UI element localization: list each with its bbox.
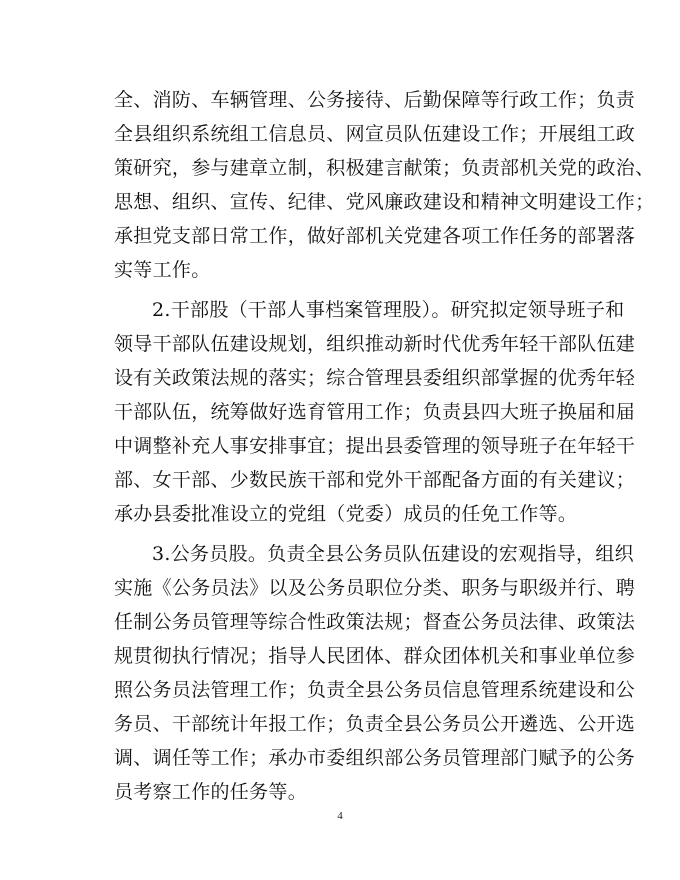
text-line: 策研究，参与建章立制，积极建言献策；负责部机关党的政治、 [114, 157, 655, 179]
text-line: 调、调任等工作；承办市委组织部公务员管理部门赋予的公务 [114, 747, 636, 769]
page-number: 4 [337, 810, 343, 822]
text-line: 设有关政策法规的落实；综合管理县委组织部掌握的优秀年轻 [114, 367, 636, 389]
text-line: 实施《公务员法》以及公务员职位分类、职务与职级并行、聘 [114, 577, 636, 599]
text-line: 务员、干部统计年报工作；负责全县公务员公开遴选、公开选 [114, 713, 636, 735]
text-line: 全县组织系统组工信息员、网宣员队伍建设工作；开展组工政 [114, 123, 636, 145]
text-line: 实等工作。 [114, 259, 211, 281]
section-heading-line: 3.公务员股。负责全县公务员队伍建设的宏观指导，组织 [152, 543, 634, 565]
text-line: 照公务员法管理工作；负责全县公务员信息管理系统建设和公 [114, 679, 636, 701]
paragraph-civil-servant-section [114, 537, 636, 809]
text-line: 规贯彻执行情况；指导人民团体、群众团体机关和事业单位参 [114, 645, 636, 667]
text-line: 员考察工作的任务等。 [114, 781, 308, 803]
paragraph-office-duties [114, 83, 655, 287]
text-line: 干部队伍，统筹做好选育管用工作；负责县四大班子换届和届 [114, 401, 636, 423]
text-line: 部、女干部、少数民族干部和党外干部配备方面的有关建议； [114, 469, 636, 491]
text-line: 承担党支部日常工作，做好部机关党建各项工作任务的部署落 [114, 225, 636, 247]
text-line: 思想、组织、宣传、纪律、党风廉政建设和精神文明建设工作； [114, 191, 655, 213]
text-line: 中调整补充人事安排事宜；提出县委管理的领导班子在年轻干 [114, 435, 636, 457]
document-body [114, 83, 655, 809]
text-line: 领导干部队伍建设规划，组织推动新时代优秀年轻干部队伍建 [114, 333, 636, 355]
section-heading-line: 2.干部股（干部人事档案管理股）。研究拟定领导班子和 [152, 299, 625, 321]
text-line: 承办县委批准设立的党组（党委）成员的任免工作等。 [114, 503, 578, 525]
text-line: 全、消防、车辆管理、公务接待、后勤保障等行政工作；负责 [114, 89, 636, 111]
text-line: 任制公务员管理等综合性政策法规；督查公务员法律、政策法 [114, 611, 636, 633]
paragraph-cadre-section [114, 293, 636, 531]
